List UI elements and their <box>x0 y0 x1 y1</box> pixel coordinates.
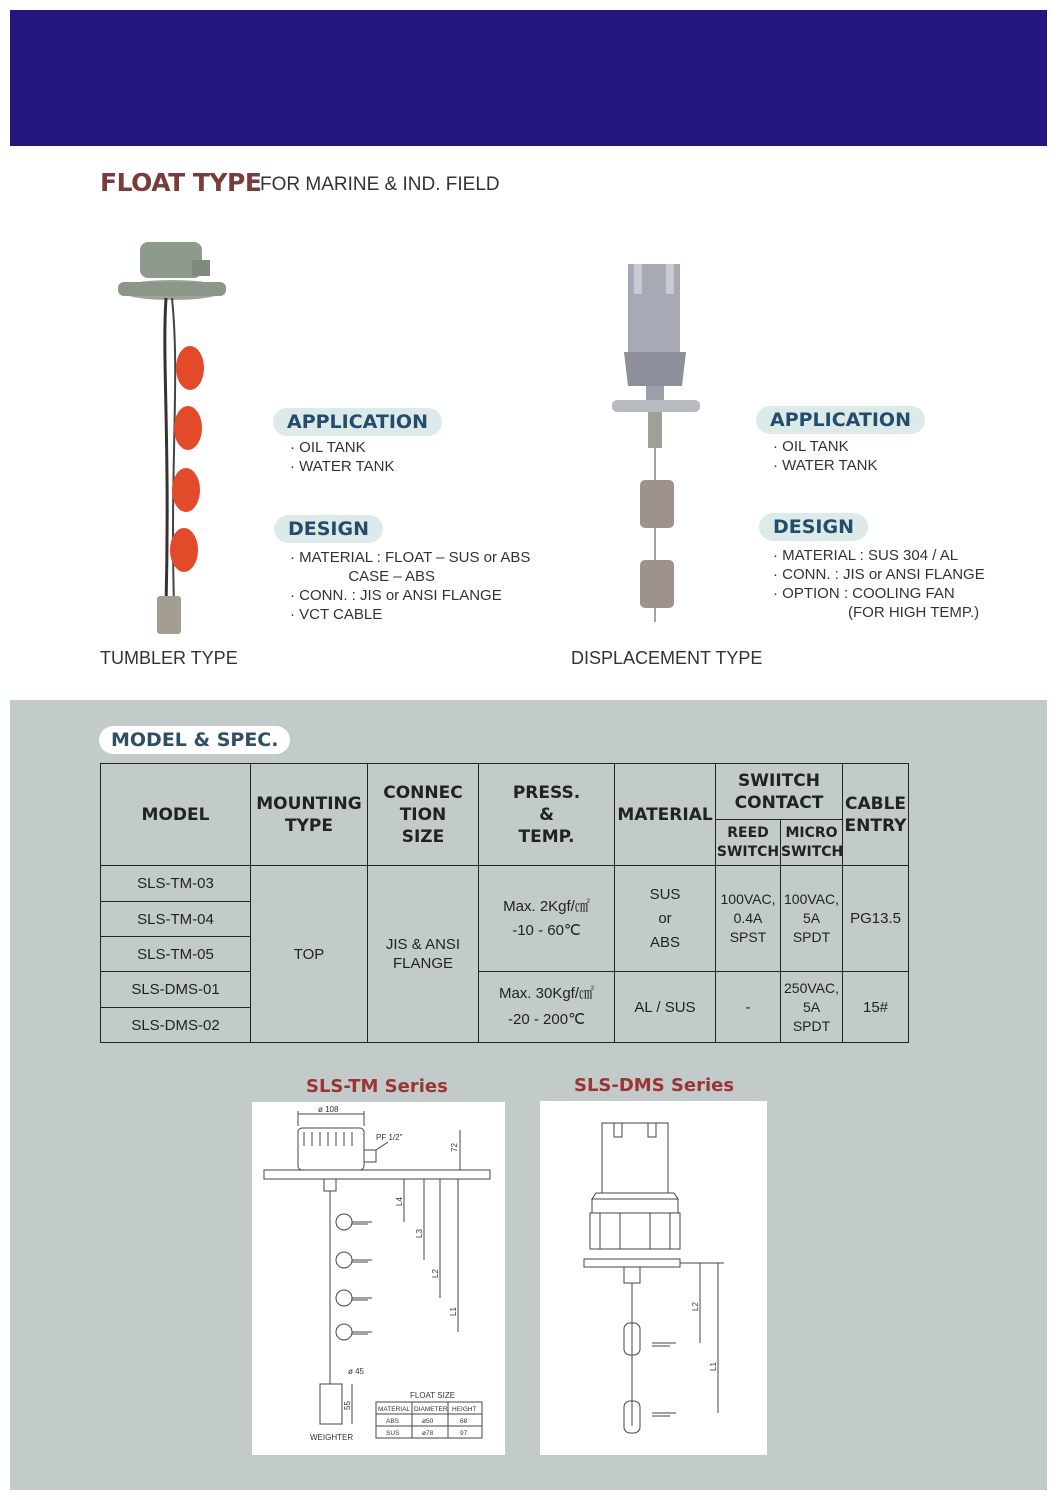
displacement-application-item: · WATER TANK <box>773 457 878 474</box>
tm-l3-label: L3 <box>415 1229 424 1238</box>
model-cell: SLS-TM-04 <box>101 902 251 937</box>
displacement-product-image <box>610 262 710 632</box>
tm-weighter-height-label: 55 <box>343 1401 352 1410</box>
tumbler-design-item: · CONN. : JIS or ANSI FLANGE <box>290 587 502 604</box>
tm-material-cell: SUS or ABS <box>615 866 716 972</box>
float-table-cell: SUS <box>386 1430 400 1437</box>
page-subtitle: FOR MARINE & IND. FIELD <box>260 174 500 195</box>
float-size-label: FLOAT SIZE <box>410 1391 456 1400</box>
header-connection: CONNEC TION SIZE <box>368 764 479 866</box>
connection-cell: JIS & ANSI FLANGE <box>368 866 479 1043</box>
tumbler-design-item: CASE – ABS <box>290 568 436 585</box>
displacement-design-label: DESIGN <box>759 513 868 541</box>
displacement-application-item: · OIL TANK <box>773 438 849 455</box>
displacement-design-item: · OPTION : COOLING FAN <box>773 585 955 602</box>
tumbler-application-item: · WATER TANK <box>290 458 395 475</box>
float-table-cell: ø78 <box>422 1430 434 1437</box>
tumbler-caption: TUMBLER TYPE <box>100 648 238 668</box>
mounting-cell: TOP <box>251 866 368 1043</box>
displacement-caption: DISPLACEMENT TYPE <box>571 648 763 668</box>
tm-pf-label: PF 1/2" <box>376 1133 403 1142</box>
float-table-cell: 68 <box>460 1418 468 1425</box>
tm-press-cell: Max. 2Kgf/㎠ -10 - 60℃ <box>479 866 615 972</box>
model-cell: SLS-DMS-01 <box>101 972 251 1008</box>
displacement-design-item: · CONN. : JIS or ANSI FLANGE <box>773 566 985 583</box>
header-mounting: MOUNTING TYPE <box>251 764 368 866</box>
tm-drawing-svg <box>252 1102 505 1455</box>
header-switch-contact: SWIITCH CONTACT <box>716 764 843 820</box>
tumbler-design-item: · VCT CABLE <box>290 606 383 623</box>
model-cell: SLS-TM-03 <box>101 866 251 902</box>
tm-series-title: SLS-TM Series <box>306 1076 448 1097</box>
page-title: FLOAT TYPE <box>100 168 262 197</box>
tm-l4-label: L4 <box>395 1197 404 1206</box>
header-banner <box>10 10 1047 146</box>
dms-drawing <box>540 1101 767 1455</box>
displacement-application-label: APPLICATION <box>756 406 925 434</box>
tm-height-label: 72 <box>450 1143 459 1152</box>
tm-weighter-diameter-label: ø 45 <box>348 1367 365 1376</box>
header-micro-switch: MICRO SWITCH <box>781 820 843 866</box>
tm-reed-cell: 100VAC, 0.4A SPST <box>716 866 781 972</box>
header-material: MATERIAL <box>615 764 716 866</box>
dms-l1-label: L1 <box>709 1362 718 1371</box>
float-table-cell: 97 <box>460 1430 468 1437</box>
tumbler-design-label: DESIGN <box>274 515 383 543</box>
tm-cable-cell: PG13.5 <box>843 866 909 972</box>
displacement-design-item: · MATERIAL : SUS 304 / AL <box>773 547 959 564</box>
tumbler-design-item: · MATERIAL : FLOAT – SUS or ABS <box>290 549 531 566</box>
header-reed-switch: REED SWITCH <box>716 820 781 866</box>
float-table-header: MATERIAL <box>378 1406 411 1413</box>
model-cell: SLS-DMS-02 <box>101 1008 251 1043</box>
header-press-temp: PRESS. & TEMP. <box>479 764 615 866</box>
spec-table <box>100 763 909 1043</box>
float-table-header: DIAMETER <box>414 1406 448 1413</box>
float-table-cell: ABS <box>386 1418 400 1425</box>
tm-l1-label: L1 <box>449 1307 458 1316</box>
tm-dim-diameter-label: ø 108 <box>318 1105 339 1114</box>
displacement-design-item: (FOR HIGH TEMP.) <box>773 604 980 621</box>
tm-drawing <box>252 1102 505 1455</box>
tm-micro-cell: 100VAC, 5A SPDT <box>781 866 843 972</box>
tumbler-product-image <box>110 238 240 638</box>
dms-l2-label: L2 <box>691 1302 700 1311</box>
dms-press-cell: Max. 30Kgf/㎠ -20 - 200℃ <box>479 972 615 1043</box>
model-spec-label: MODEL & SPEC. <box>99 726 290 754</box>
header-cable-entry: CABLE ENTRY <box>843 764 909 866</box>
model-cell: SLS-TM-05 <box>101 937 251 972</box>
header-model: MODEL <box>101 764 251 866</box>
float-table-cell: ø50 <box>422 1418 434 1425</box>
dms-micro-cell: 250VAC, 5A SPDT <box>781 972 843 1043</box>
dms-series-title: SLS-DMS Series <box>574 1075 735 1096</box>
dms-drawing-svg <box>540 1101 767 1455</box>
tumbler-application-item: · OIL TANK <box>290 439 366 456</box>
dms-material-cell: AL / SUS <box>615 972 716 1043</box>
tumbler-application-label: APPLICATION <box>273 408 442 436</box>
dms-reed-cell: - <box>716 972 781 1043</box>
tm-weighter-label: WEIGHTER <box>310 1433 354 1442</box>
float-table-header: HEIGHT <box>452 1406 477 1413</box>
dms-cable-cell: 15# <box>843 972 909 1043</box>
tm-l2-label: L2 <box>431 1269 440 1278</box>
